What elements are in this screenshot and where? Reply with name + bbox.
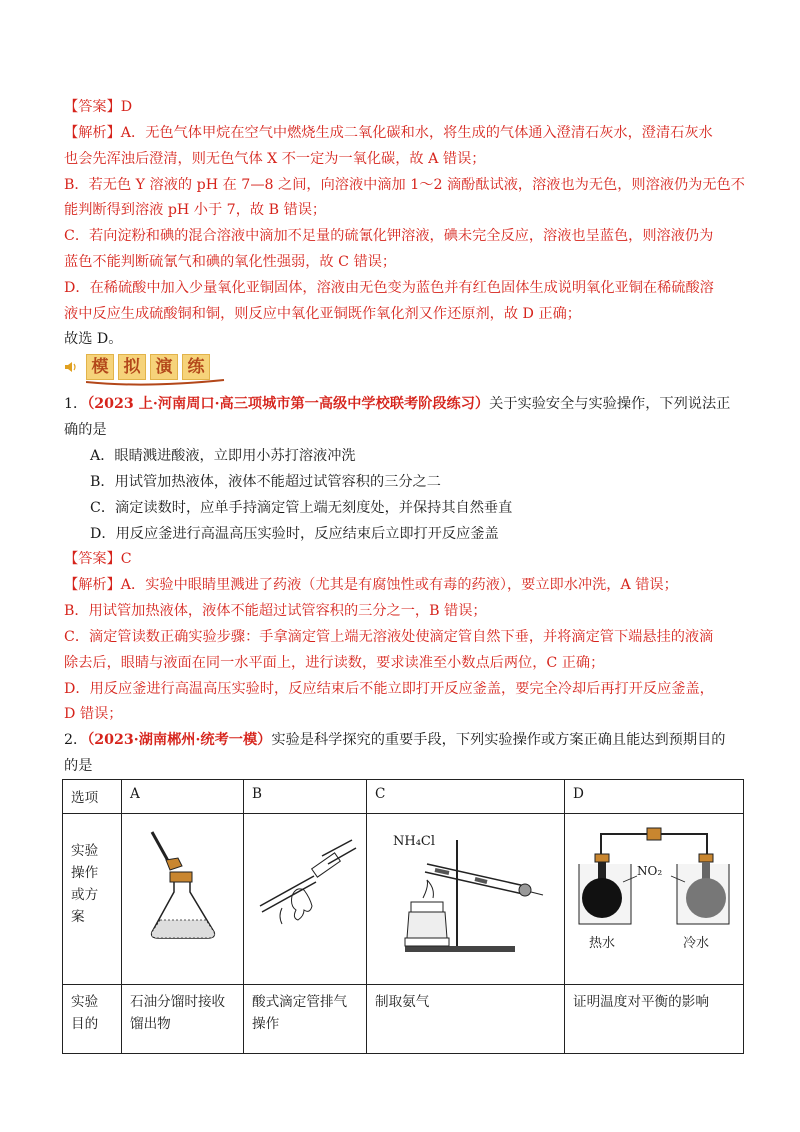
banner-char: 演 <box>150 354 178 380</box>
banner-char: 模 <box>86 354 114 380</box>
cold-water-label: 冷水 <box>683 936 710 951</box>
no2-label: NO₂ <box>637 864 663 878</box>
answer-line-2: 【答案】C <box>64 551 132 567</box>
analysis-line: C．滴定管读数正确实验步骤：手拿滴定管上端无溶液处使滴定管自然下垂，并将滴定管下端悬挂的液滴 <box>64 629 714 645</box>
question-source: （2023·湖南郴州·统考一模） <box>87 732 272 748</box>
table-row <box>63 780 744 814</box>
table-cell: B <box>244 780 367 814</box>
options-table <box>62 779 744 1054</box>
table-cell: 实验 操作 或方 案 <box>63 814 122 985</box>
table-cell: A <box>122 780 244 814</box>
question-2-stem: 2．（2023·湖南郴州·统考一模）实验是科学探究的重要手段，下列实验操作或方案正确且能达到预期目的 <box>64 732 726 748</box>
analysis-line: D 错误； <box>64 706 123 722</box>
analysis-line: C．若向淀粉和碘的混合溶液中滴加不足量的硫氰化钾溶液，碘未完全反应，溶液也呈蓝色，则溶液仍为 <box>64 228 714 244</box>
question-1-stem-cont: 确的是 <box>64 422 107 438</box>
analysis-line: 【解析】A．实验中眼睛里溅进了药液（尤其是有腐蚀性或有毒的药液），要立即水冲洗，A 错误； <box>64 577 678 593</box>
table-cell: D <box>565 780 744 814</box>
speaker-icon <box>64 360 78 374</box>
table-cell: 实验 目的 <box>63 985 122 1054</box>
nh4cl-label: NH₄Cl <box>393 834 436 849</box>
analysis-line: 除去后，眼睛与液面在同一水平面上，进行读数，要求读准至小数点后两位，C 正确； <box>64 655 605 671</box>
table-row <box>63 985 744 1054</box>
hot-water-label: 热水 <box>589 936 616 951</box>
banner-underline <box>86 378 226 388</box>
analysis-line: 蓝色不能判断硫氰气和碘的氧化性强弱，故 C 错误； <box>64 254 397 270</box>
analysis-line: B．用试管加热液体，液体不能超过试管容积的三分之一，B 错误； <box>64 603 487 619</box>
question-1-stem: 1．（2023 上·河南周口·高三项城市第一高级中学校联考阶段练习）关于实验安全与实验操作，下列说法正 <box>64 396 731 412</box>
answer-line-1 <box>64 97 132 117</box>
burette-venting-diagram <box>252 820 358 958</box>
table-cell <box>122 814 244 985</box>
flask-receiver-diagram <box>130 820 235 958</box>
analysis-line: 也会先浑浊后澄清，则无色气体 X 不一定为一氧化碳，故 A 错误； <box>64 151 486 167</box>
banner-char: 拟 <box>118 354 146 380</box>
table-cell <box>367 814 565 985</box>
analysis-line: D．在稀硫酸中加入少量氧化亚铜固体，溶液由无色变为蓝色并有红色固体生成说明氧化亚铜在稀硫酸溶 <box>64 280 714 296</box>
banner-char: 练 <box>182 354 210 380</box>
answer-value: D <box>120 99 133 115</box>
answer-label: 【答案】 <box>64 99 121 115</box>
option-d: D．用反应釜进行高温高压实验时，反应结束后立即打开反应釜盖 <box>90 526 499 542</box>
question-2-stem-cont: 的是 <box>64 758 93 774</box>
analysis-label: 【解析】 <box>64 125 121 141</box>
analysis-line: 液中反应生成硫酸铜和铜，则反应中氧化亚铜既作氧化剂又作还原剂，故 D 正确； <box>64 306 581 322</box>
question-source: （2023 上·河南周口·高三项城市第一高级中学校联考阶段练习） <box>87 396 490 412</box>
analysis-line: D．用反应釜进行高温高压实验时，反应结束后不能立即打开反应釜盖，要完全冷却后再打开反应釜盖， <box>64 681 714 697</box>
table-cell: 酸式滴定管排气操作 <box>244 985 367 1054</box>
option-a: A．眼睛溅进酸液，立即用小苏打溶液冲洗 <box>90 448 356 464</box>
analysis-line: 【解析】A．无色气体甲烷在空气中燃烧生成二氧化碳和水，将生成的气体通入澄清石灰水，澄清石灰水 <box>64 125 713 141</box>
option-c: C．滴定读数时，应单手持滴定管上端无刻度处，并保持其自然垂直 <box>90 500 513 516</box>
table-cell: 证明温度对平衡的影响 <box>565 985 744 1054</box>
table-cell: 制取氨气 <box>367 985 565 1054</box>
table-cell <box>565 814 744 985</box>
conclusion-line: 故选 D。 <box>64 331 123 347</box>
table-cell: 选项 <box>63 780 122 814</box>
table-cell: C <box>367 780 565 814</box>
analysis-line: B．若无色 Y 溶液的 pH 在 7—8 之间，向溶液中滴加 1～2 滴酚酞试液，溶液也为无色，则溶液仍为无色不 <box>64 177 745 193</box>
option-b: B．用试管加热液体，液体不能超过试管容积的三分之二 <box>90 474 441 490</box>
table-cell: 石油分馏时接收馏出物 <box>122 985 244 1054</box>
table-row <box>63 814 744 985</box>
table-cell <box>244 814 367 985</box>
analysis-line: 能判断得到溶液 pH 小于 7，故 B 错误； <box>64 202 327 218</box>
